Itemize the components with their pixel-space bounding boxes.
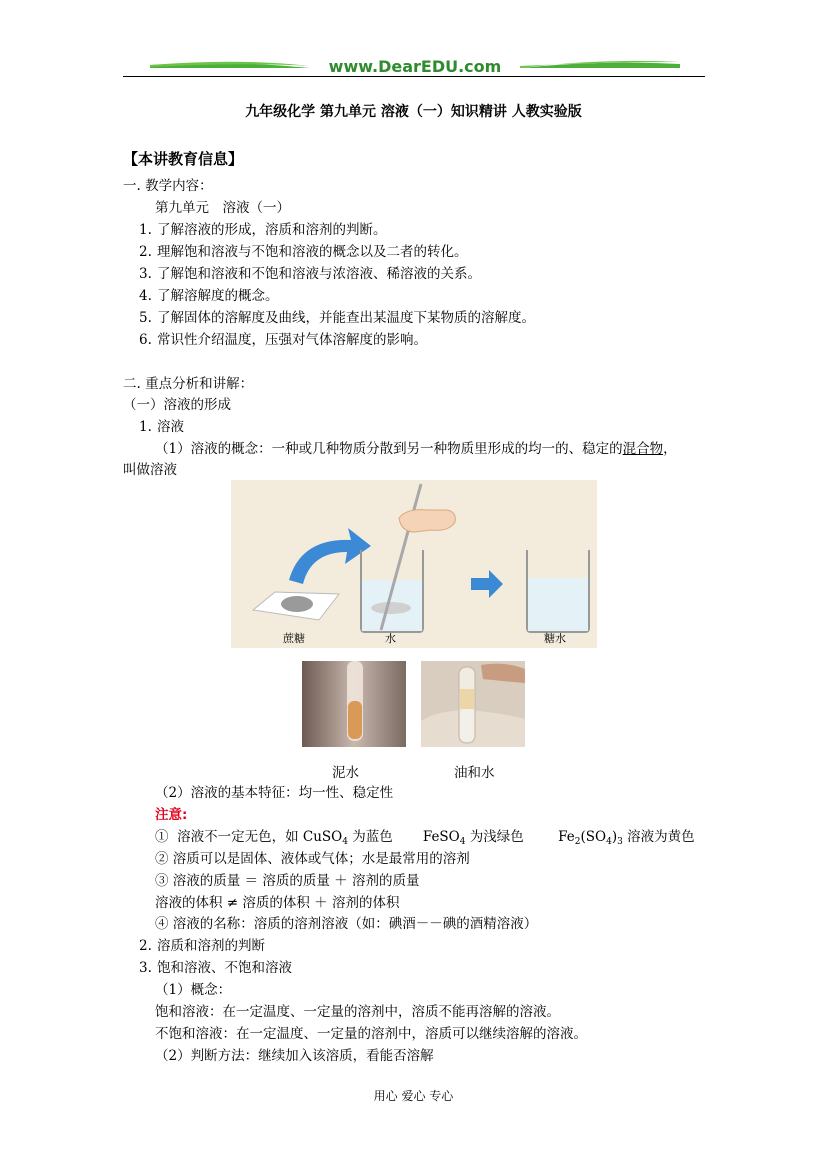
concept-definition-cont: 叫做溶液 [123, 462, 177, 478]
note-item-3b: 溶液的体积 ≠ 溶质的体积 ＋ 溶剂的体积 [155, 895, 400, 911]
part1-heading: 一. 教学内容： [123, 178, 213, 194]
list-item-number: 3. [139, 960, 152, 976]
list-item: 了解溶液的形成，溶质和溶剂的判断。 [157, 222, 387, 238]
header-rule [123, 76, 705, 77]
list-item-number: 2. [139, 938, 152, 954]
list-item-number: 2. [139, 244, 152, 260]
header-logo [150, 56, 680, 78]
list-item-number: 5. [139, 310, 152, 326]
unsaturated-definition: 不饱和溶液：在一定温度、一定量的溶剂中，溶质可以继续溶解的溶液。 [155, 1026, 587, 1042]
judge-method: （2）判断方法：继续加入该溶质，看能否溶解 [155, 1048, 434, 1064]
dissolving-figure [231, 480, 597, 648]
page-title: 九年级化学 第九单元 溶液（一）知识精讲 人教实验版 [245, 104, 582, 120]
part2-heading: 二. 重点分析和讲解： [123, 376, 254, 392]
list-item-number: 3. [139, 266, 152, 282]
part2-subheading: （一）溶液的形成 [123, 397, 231, 413]
mixture-term: 混合物 [622, 441, 664, 457]
list-item: 饱和溶液、不饱和溶液 [157, 960, 292, 976]
note-item-1: ① 溶液不一定无色，如 CuSO$_4$ 为蓝色 FeSO$_4$ 为浅绿色 $Fe_2(SO_4)_3$ 溶液为黄色 [155, 829, 695, 847]
oil-water-photo [421, 661, 525, 747]
list-item: 了解固体的溶解度及曲线，并能查出某温度下某物质的溶解度。 [157, 310, 535, 326]
page-footer: 用心 爱心 专心 [373, 1089, 454, 1103]
saturated-definition: 饱和溶液：在一定温度、一定量的溶剂中，溶质不能再溶解的溶液。 [155, 1004, 560, 1020]
label-water: 水 [385, 632, 396, 645]
list-item: 了解饱和溶液和不饱和溶液与浓溶液、稀溶液的关系。 [157, 266, 481, 282]
note-item-3: ③ 溶液的质量 ＝ 溶质的质量 ＋ 溶剂的质量 [155, 873, 420, 889]
list-item: 常识性介绍温度，压强对气体溶解度的影响。 [157, 332, 427, 348]
list-item: 溶质和溶剂的判断 [157, 938, 265, 954]
hand-icon [399, 510, 455, 532]
note-item-2: ② 溶质可以是固体、液体或气体；水是最常用的溶剂 [155, 851, 470, 867]
list-item: 溶液 [157, 419, 184, 435]
concept-heading: （1）概念： [155, 982, 232, 998]
list-item-number: 6. [139, 332, 152, 348]
label-sugar: 蔗糖 [283, 632, 305, 645]
list-item: 理解饱和溶液与不饱和溶液的概念以及二者的转化。 [157, 244, 468, 260]
label-sugar-water: 糖水 [544, 632, 566, 645]
header-site: www.DearEDU.com [328, 57, 502, 76]
list-item-number: 1. [139, 222, 152, 238]
section-info: 【本讲教育信息】 [123, 150, 244, 168]
label-oil-water: 油和水 [454, 765, 495, 781]
label-muddy-water: 泥水 [332, 765, 359, 781]
concept-definition: （1）溶液的概念：一种或几种物质分散到另一种物质里形成的均一的、稳定的混合物， [155, 441, 677, 457]
sugar-pile-icon [281, 596, 313, 612]
list-item: 了解溶解度的概念。 [157, 288, 279, 304]
list-item-number: 4. [139, 288, 152, 304]
note-item-4: ④ 溶液的名称：溶质的溶剂溶液（如：碘酒－－碘的酒精溶液） [155, 916, 538, 932]
solution-features: （2）溶液的基本特征：均一性、稳定性 [155, 785, 394, 801]
part1-unit: 第九单元 溶液（一） [155, 200, 290, 216]
list-item-number: 1. [139, 419, 152, 435]
note-label: 注意: [155, 807, 188, 823]
muddy-water-photo [302, 661, 406, 747]
